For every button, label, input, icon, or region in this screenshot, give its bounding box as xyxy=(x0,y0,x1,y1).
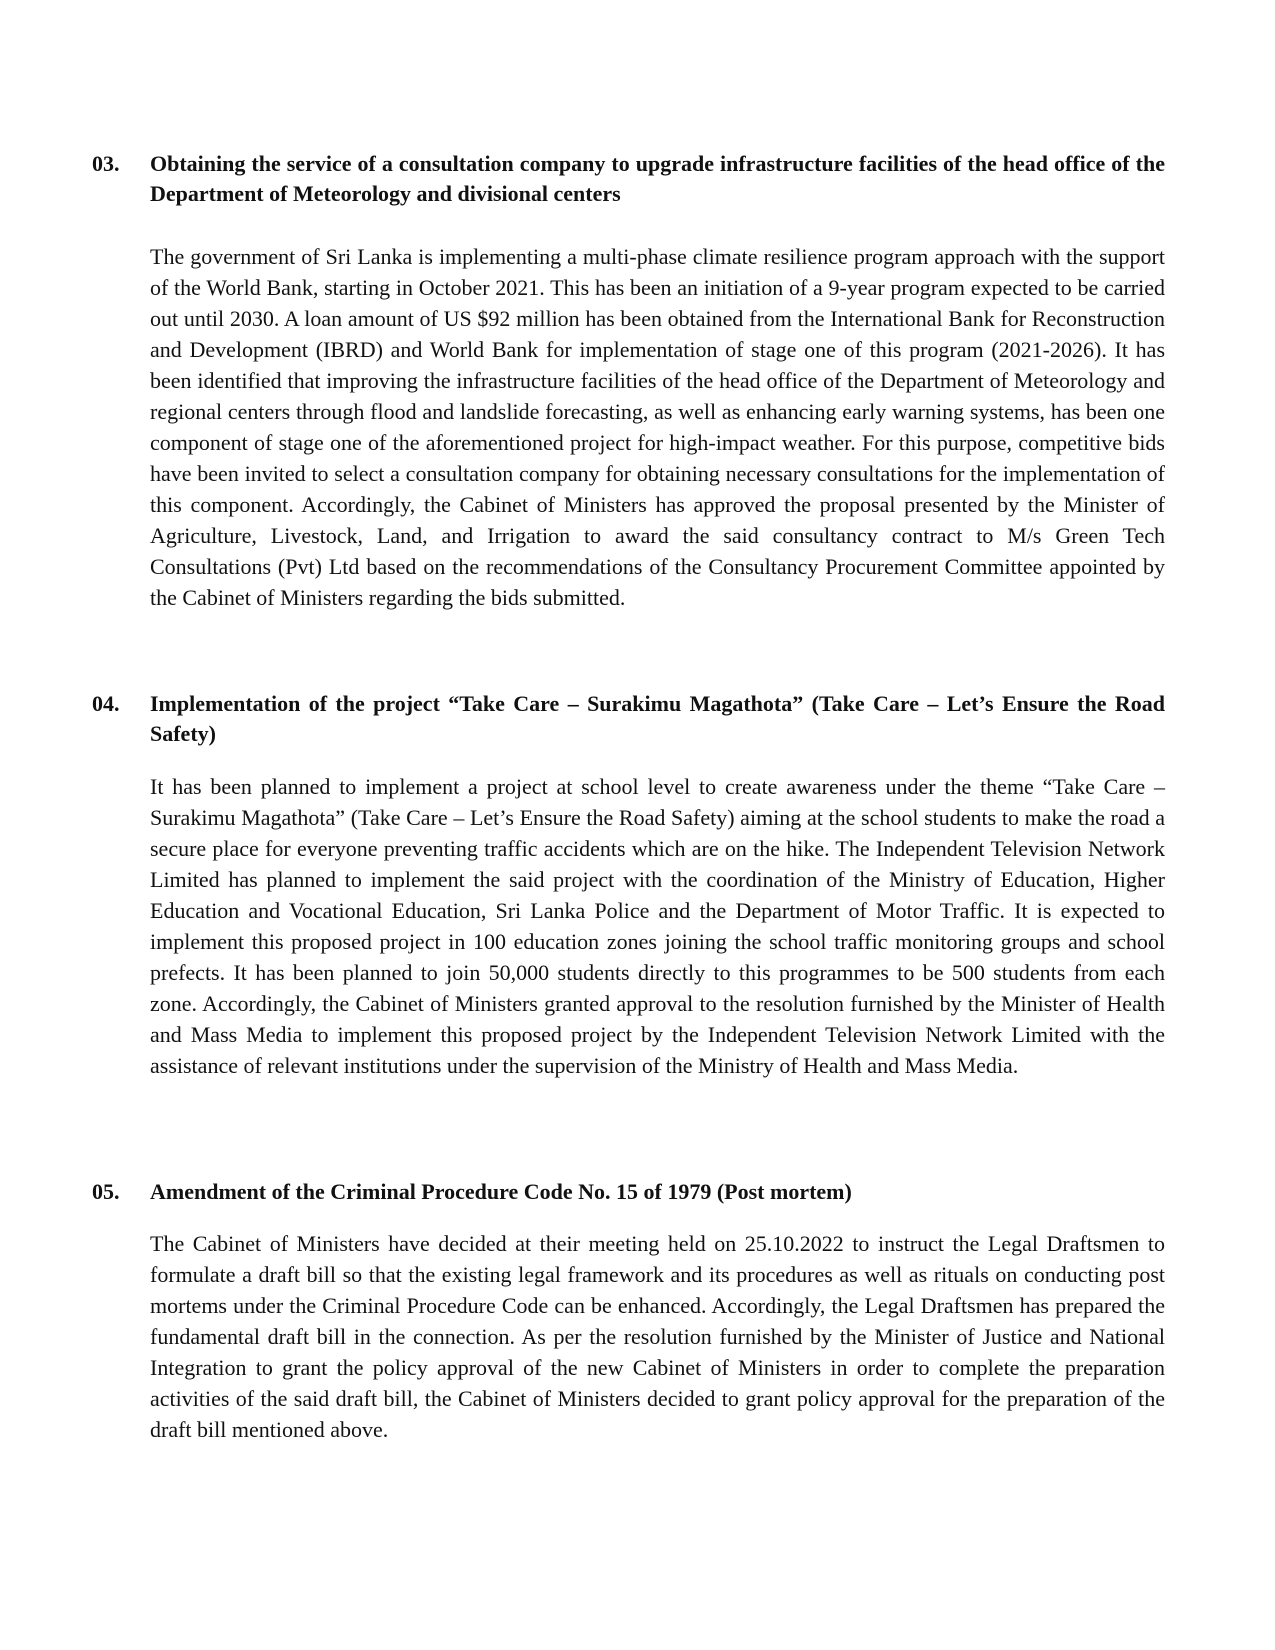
section-body: It has been planned to implement a project at school level to create awareness under the theme “Take Care – Surakimu Magathota” (Take Care – Let’s Ensure the Road Safety) aiming at the school students to make the road a secure place for everyone preventing traffic accidents which are on the hike. The Independent Television Network Limited has planned to implement the said project with the coordination of the Ministry of Education, Higher Education and Vocational Education, Sri Lanka Police and the Department of Motor Traffic. It is expected to implement this proposed project in 100 education zones joining the school traffic monitoring groups and school prefects. It has been planned to join 50,000 students directly to this programmes to be 500 students from each zone. Accordingly, the Cabinet of Ministers granted approval to the resolution furnished by the Minister of Health and Mass Media to implement this proposed project by the Independent Television Network Limited with the assistance of relevant institutions under the supervision of the Ministry of Health and Mass Media. xyxy=(150,774,1165,1078)
section-number: 05. xyxy=(92,1179,120,1204)
section-body: The Cabinet of Ministers have decided at their meeting held on 25.10.2022 to instruct the Legal Draftsmen to formulate a draft bill so that the existing legal framework and its procedures as well as rituals on conducting post mortems under the Criminal Procedure Code can be enhanced. Accordingly, the Legal Draftsmen has prepared the fundamental draft bill in the connection. As per the resolution furnished by the Minister of Justice and National Integration to grant the policy approval of the new Cabinet of Ministers in order to complete the preparation activities of the said draft bill, the Cabinet of Ministers decided to grant policy approval for the preparation of the draft bill mentioned above. xyxy=(150,1231,1165,1442)
section-number: 03. xyxy=(92,151,120,176)
section-heading: Implementation of the project “Take Care – Surakimu Magathota” (Take Care – Let’s Ensure the Road Safety) xyxy=(150,691,1165,746)
section-heading: Obtaining the service of a consultation company to upgrade infrastructure facilities of the head office of the Department of Meteorology and divisional centers xyxy=(150,151,1165,206)
section-body: The government of Sri Lanka is implementing a multi-phase climate resilience program approach with the support of the World Bank, starting in October 2021. This has been an initiation of a 9-year program expected to be carried out until 2030. A loan amount of US $92 million has been obtained from the International Bank for Reconstruction and Development (IBRD) and World Bank for implementation of stage one of this program (2021-2026). It has been identified that improving the infrastructure facilities of the head office of the Department of Meteorology and regional centers through flood and landslide forecasting, as well as enhancing early warning systems, has been one component of stage one of the aforementioned project for high-impact weather. For this purpose, competitive bids have been invited to select a consultation company for obtaining necessary consultations for the implementation of this component. Accordingly, the Cabinet of Ministers has approved the proposal presented by the Minister of Agriculture, Livestock, Land, and Irrigation to award the said consultancy contract to M/s Green Tech Consultations (Pvt) Ltd based on the recommendations of the Consultancy Procurement Committee appointed by the Cabinet of Ministers regarding the bids submitted. xyxy=(150,244,1165,610)
section-heading: Amendment of the Criminal Procedure Code No. 15 of 1979 (Post mortem) xyxy=(150,1179,852,1204)
section-number: 04. xyxy=(92,691,120,716)
